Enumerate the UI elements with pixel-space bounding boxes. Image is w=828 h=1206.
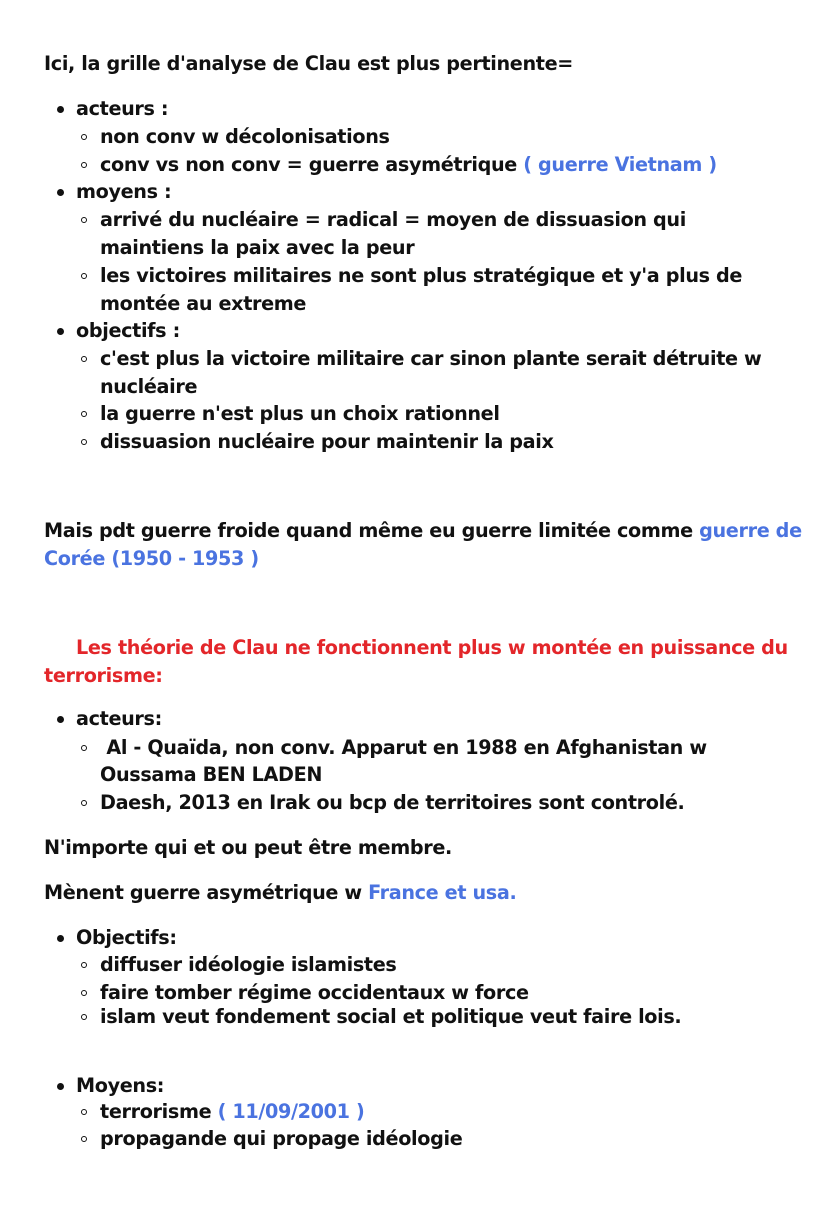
bullet-circle-icon — [81, 356, 87, 362]
bullet-circle-icon — [81, 962, 87, 968]
list-item: terrorisme ( 11/09/2001 ) — [100, 1100, 365, 1123]
bullet-circle-icon — [81, 990, 87, 996]
list-item: les victoires militaires ne sont plus stratégique et y'a plus de — [100, 264, 743, 287]
korean-war-link[interactable]: guerre de Corée (1950 - 1953 ) — [44, 519, 802, 570]
list-label-acteurs: acteurs: — [76, 707, 162, 730]
list-label-acteurs: acteurs : — [76, 97, 169, 120]
list-item-continuation: maintiens la paix avec la peur — [100, 236, 415, 259]
bullet-dot-icon — [57, 1083, 64, 1090]
bullet-circle-icon — [81, 1109, 87, 1115]
bullet-circle-icon — [81, 745, 87, 751]
bullet-circle-icon — [81, 1014, 87, 1020]
france-usa-link[interactable]: France et usa. — [368, 881, 517, 904]
list-item: la guerre n'est plus un choix rationnel — [100, 402, 500, 425]
bullet-dot-icon — [57, 328, 64, 335]
bullet-circle-icon — [81, 1136, 87, 1142]
bullet-dot-icon — [57, 716, 64, 723]
list-item: conv vs non conv = guerre asymétrique ( guerre Vietnam ) — [100, 153, 717, 176]
bullet-dot-icon — [57, 189, 64, 196]
list-label-objectifs: objectifs : — [76, 319, 180, 342]
list-item: non conv w décolonisations — [100, 125, 390, 148]
list-item-continuation: nucléaire — [100, 375, 198, 398]
bullet-dot-icon — [57, 935, 64, 942]
bullet-circle-icon — [81, 162, 87, 168]
bullet-dot-icon — [57, 106, 64, 113]
list-item-continuation: Oussama BEN LADEN — [100, 763, 323, 786]
bullet-circle-icon — [81, 411, 87, 417]
list-item: Al - Quaïda, non conv. Apparut en 1988 en Afghanistan w — [100, 736, 707, 759]
bullet-circle-icon — [81, 217, 87, 223]
list-item: islam veut fondement social et politique veut faire lois. — [100, 1005, 682, 1028]
intro-paragraph: Ici, la grille d'analyse de Clau est plus pertinente= — [44, 52, 573, 75]
list-item: Daesh, 2013 en Irak ou bcp de territoires sont controlé. — [100, 791, 685, 814]
list-item: faire tomber régime occidentaux w force — [100, 981, 529, 1004]
list-item: propagande qui propage idéologie — [100, 1127, 463, 1150]
bullet-circle-icon — [81, 800, 87, 806]
members-paragraph: N'importe qui et ou peut être membre. — [44, 836, 452, 859]
list-item: arrivé du nucléaire = radical = moyen de dissuasion qui — [100, 208, 686, 231]
terrorism-heading: Les théorie de Clau ne fonctionnent plus w montée en puissance du terrorisme: — [44, 636, 788, 687]
list-item: dissuasion nucléaire pour maintenir la paix — [100, 430, 554, 453]
list-label-moyens: Moyens: — [76, 1074, 165, 1097]
vietnam-war-link[interactable]: ( guerre Vietnam ) — [523, 153, 717, 176]
bullet-circle-icon — [81, 439, 87, 445]
list-item: c'est plus la victoire militaire car sinon plante serait détruite w — [100, 347, 762, 370]
bullet-circle-icon — [81, 134, 87, 140]
list-label-objectifs: Objectifs: — [76, 926, 177, 949]
cold-war-paragraph: Mais pdt guerre froide quand même eu guerre limitée comme guerre de Corée (1950 - 1953 ) — [44, 519, 802, 570]
asymmetric-war-paragraph: Mènent guerre asymétrique w France et usa. — [44, 881, 517, 904]
list-item-continuation: montée au extreme — [100, 292, 307, 315]
september-11-link[interactable]: ( 11/09/2001 ) — [217, 1100, 365, 1123]
bullet-circle-icon — [81, 273, 87, 279]
list-label-moyens: moyens : — [76, 180, 172, 203]
list-item: diffuser idéologie islamistes — [100, 953, 397, 976]
